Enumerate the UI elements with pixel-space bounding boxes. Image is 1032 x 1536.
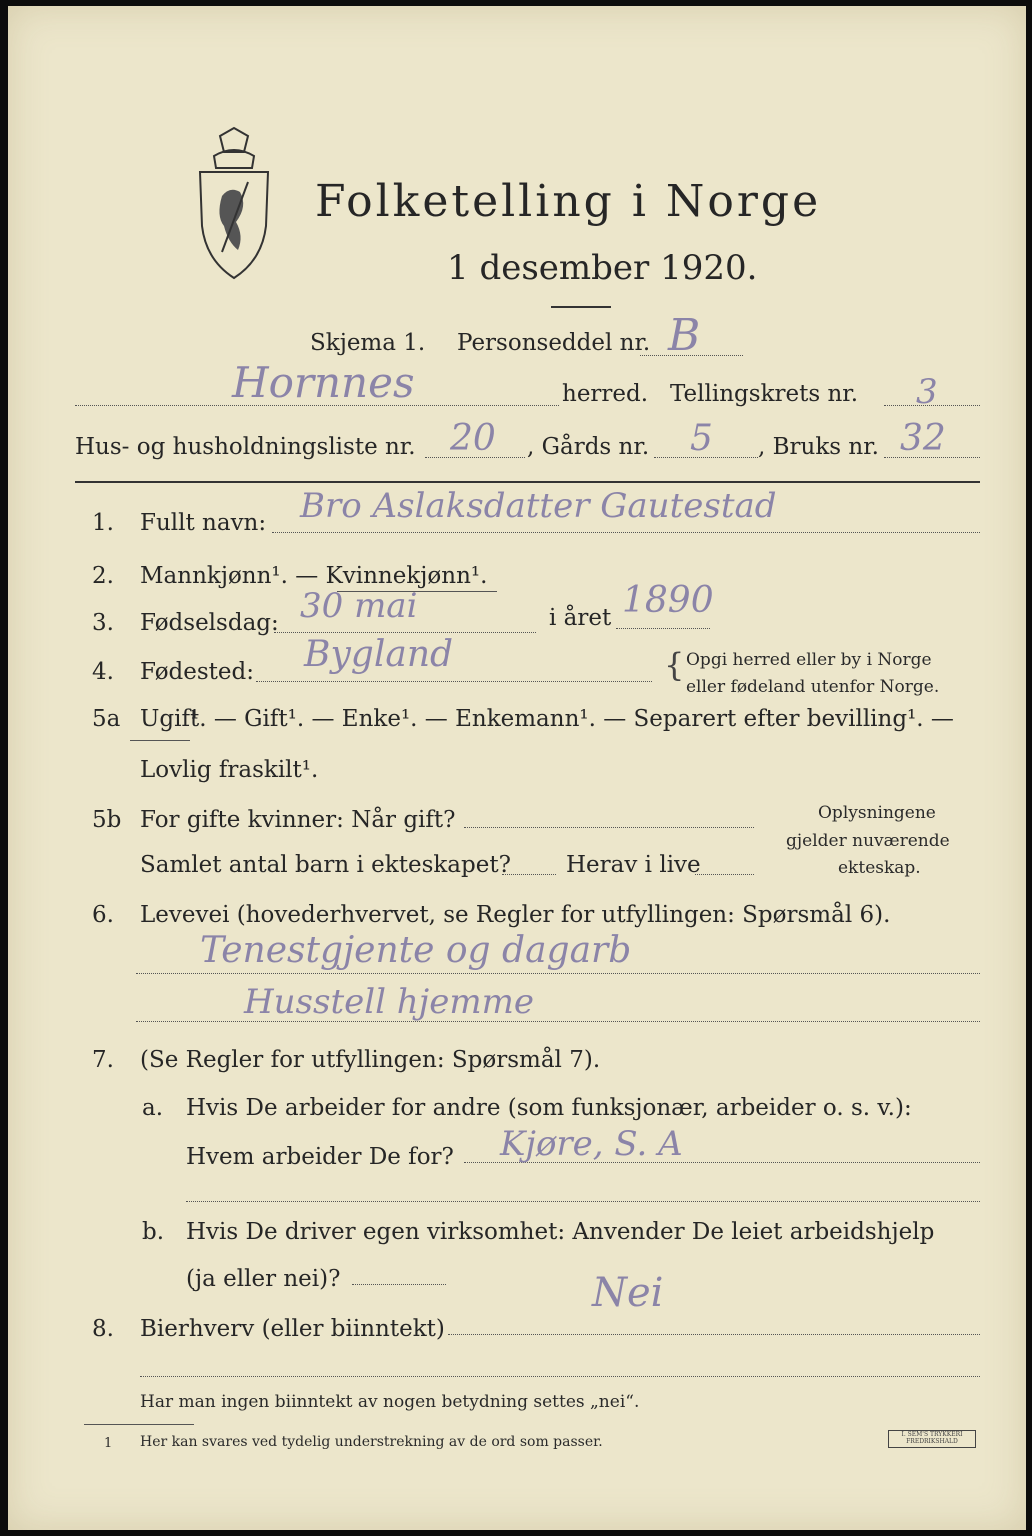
q5b-note-1: Oplysningene bbox=[818, 803, 936, 823]
herred-field[interactable] bbox=[75, 405, 559, 406]
side-income-field[interactable] bbox=[448, 1334, 980, 1335]
q4-note-2: eller fødeland utenfor Norge. bbox=[686, 677, 940, 697]
birthyear-value: 1890 bbox=[622, 580, 714, 621]
printer-stamp bbox=[888, 1430, 976, 1448]
q5b-number: 5b bbox=[92, 807, 122, 833]
q2-number: 2. bbox=[92, 563, 114, 589]
full-name-field[interactable] bbox=[272, 532, 980, 533]
q7b-line2: (ja eller nei)? bbox=[186, 1266, 341, 1292]
q3-year-label: i året bbox=[549, 605, 612, 631]
hired-help-value: Nei bbox=[592, 1270, 664, 1316]
q5a-number: 5a bbox=[92, 706, 121, 732]
printer-stamp-line-1: I. SEM'S TRYKKERI bbox=[901, 1431, 963, 1438]
side-income-field-2[interactable] bbox=[140, 1376, 980, 1377]
q4-brace: { bbox=[664, 646, 685, 684]
q8-label: Bierhverv (eller biinntekt) bbox=[140, 1316, 445, 1342]
birthdate-value: 30 mai bbox=[300, 586, 418, 626]
q4-number: 4. bbox=[92, 659, 114, 685]
q7-number: 7. bbox=[92, 1047, 114, 1073]
footnote-mark: 1 bbox=[104, 1436, 113, 1451]
personseddel-label: Personseddel nr. bbox=[457, 330, 651, 356]
occupation-field-1[interactable] bbox=[136, 973, 980, 974]
full-name-value: Bro Aslaksdatter Gautestad bbox=[300, 486, 777, 526]
birthdate-field[interactable] bbox=[274, 632, 536, 633]
footnote: Her kan svares ved tydelig understrekning av de ord som passer. bbox=[140, 1434, 603, 1450]
q7b-letter: b. bbox=[142, 1219, 165, 1245]
birthplace-value: Bygland bbox=[304, 634, 454, 675]
employer-field-2[interactable] bbox=[186, 1201, 980, 1202]
q3-label: Fødselsdag: bbox=[140, 610, 279, 636]
q6-label: Levevei (hovederhvervet, se Regler for utfyllingen: Spørsmål 6). bbox=[140, 902, 891, 928]
printer-stamp-line-2: FREDRIKSHALD bbox=[906, 1438, 958, 1445]
q6-number: 6. bbox=[92, 902, 114, 928]
children-field[interactable] bbox=[502, 874, 556, 875]
gards-value: 5 bbox=[690, 418, 713, 459]
q7a-letter: a. bbox=[142, 1095, 164, 1121]
tellingskrets-label: Tellingskrets nr. bbox=[670, 381, 859, 407]
gards-label: , Gårds nr. bbox=[527, 434, 650, 460]
occupation-value-1: Tenestgjente og dagarb bbox=[200, 930, 632, 971]
bruks-label: , Bruks nr. bbox=[758, 434, 879, 460]
q5b-herav-label: Herav i live bbox=[566, 852, 701, 878]
tellingskrets-value: 3 bbox=[916, 372, 938, 412]
q3-number: 3. bbox=[92, 610, 114, 636]
q5b-label: For gifte kvinner: Når gift? bbox=[140, 807, 456, 833]
birthyear-field[interactable] bbox=[616, 628, 710, 629]
hired-help-field[interactable] bbox=[352, 1284, 446, 1285]
occupation-field-2[interactable] bbox=[136, 1021, 980, 1022]
hus-label: Hus- og husholdningsliste nr. bbox=[75, 434, 416, 460]
coat-of-arms-icon bbox=[192, 126, 276, 282]
q7a-label: Hvis De arbeider for andre (som funksjonær, arbeider o. s. v.): bbox=[186, 1095, 912, 1121]
footer-note: Har man ingen biinntekt av nogen betydning settes „nei“. bbox=[140, 1392, 640, 1412]
q5a-line2: Lovlig fraskilt¹. bbox=[140, 757, 319, 783]
q7a-employer-label: Hvem arbeider De for? bbox=[186, 1144, 454, 1170]
q5a-options: ¹. — Gift¹. — Enke¹. — Enkemann¹. — Separert efter bevilling¹. — bbox=[190, 706, 954, 732]
employer-value: Kjøre, S. A bbox=[500, 1124, 683, 1164]
q1-number: 1. bbox=[92, 510, 114, 536]
q1-label: Fullt navn: bbox=[140, 510, 267, 536]
bruks-value: 32 bbox=[900, 418, 946, 459]
q5b-children-label: Samlet antal barn i ekteskapet? bbox=[140, 852, 511, 878]
hus-value: 20 bbox=[450, 418, 496, 459]
q5b-note-3: ekteskap. bbox=[838, 858, 921, 878]
q7-label: (Se Regler for utfyllingen: Spørsmål 7). bbox=[140, 1047, 601, 1073]
q4-label: Fødested: bbox=[140, 659, 255, 685]
occupation-value-2: Husstell hjemme bbox=[244, 982, 534, 1022]
q2-label: Mannkjønn¹. — Kvinnekjønn¹. bbox=[140, 563, 488, 589]
ugift-underline bbox=[130, 740, 190, 741]
herred-value: Hornnes bbox=[232, 358, 415, 407]
title-divider bbox=[551, 306, 611, 308]
q5b-note-2: gjelder nuværende bbox=[786, 831, 950, 851]
living-children-field[interactable] bbox=[695, 874, 754, 875]
census-date: 1 desember 1920. bbox=[447, 248, 758, 288]
q8-number: 8. bbox=[92, 1316, 114, 1342]
herred-label: herred. bbox=[562, 381, 649, 407]
q4-note-1: Opgi herred eller by i Norge bbox=[686, 650, 932, 670]
personseddel-value: B bbox=[668, 310, 701, 361]
header-divider bbox=[75, 481, 980, 483]
married-date-field[interactable] bbox=[464, 827, 754, 828]
birthplace-field[interactable] bbox=[256, 681, 652, 682]
footer-divider bbox=[84, 1424, 194, 1425]
skjema-label: Skjema 1. bbox=[310, 330, 426, 356]
q5a-ugift: Ugift bbox=[140, 706, 200, 732]
q7b-label: Hvis De driver egen virksomhet: Anvender De leiet arbeidshjelp bbox=[186, 1219, 935, 1245]
form-title: Folketelling i Norge bbox=[315, 176, 822, 227]
